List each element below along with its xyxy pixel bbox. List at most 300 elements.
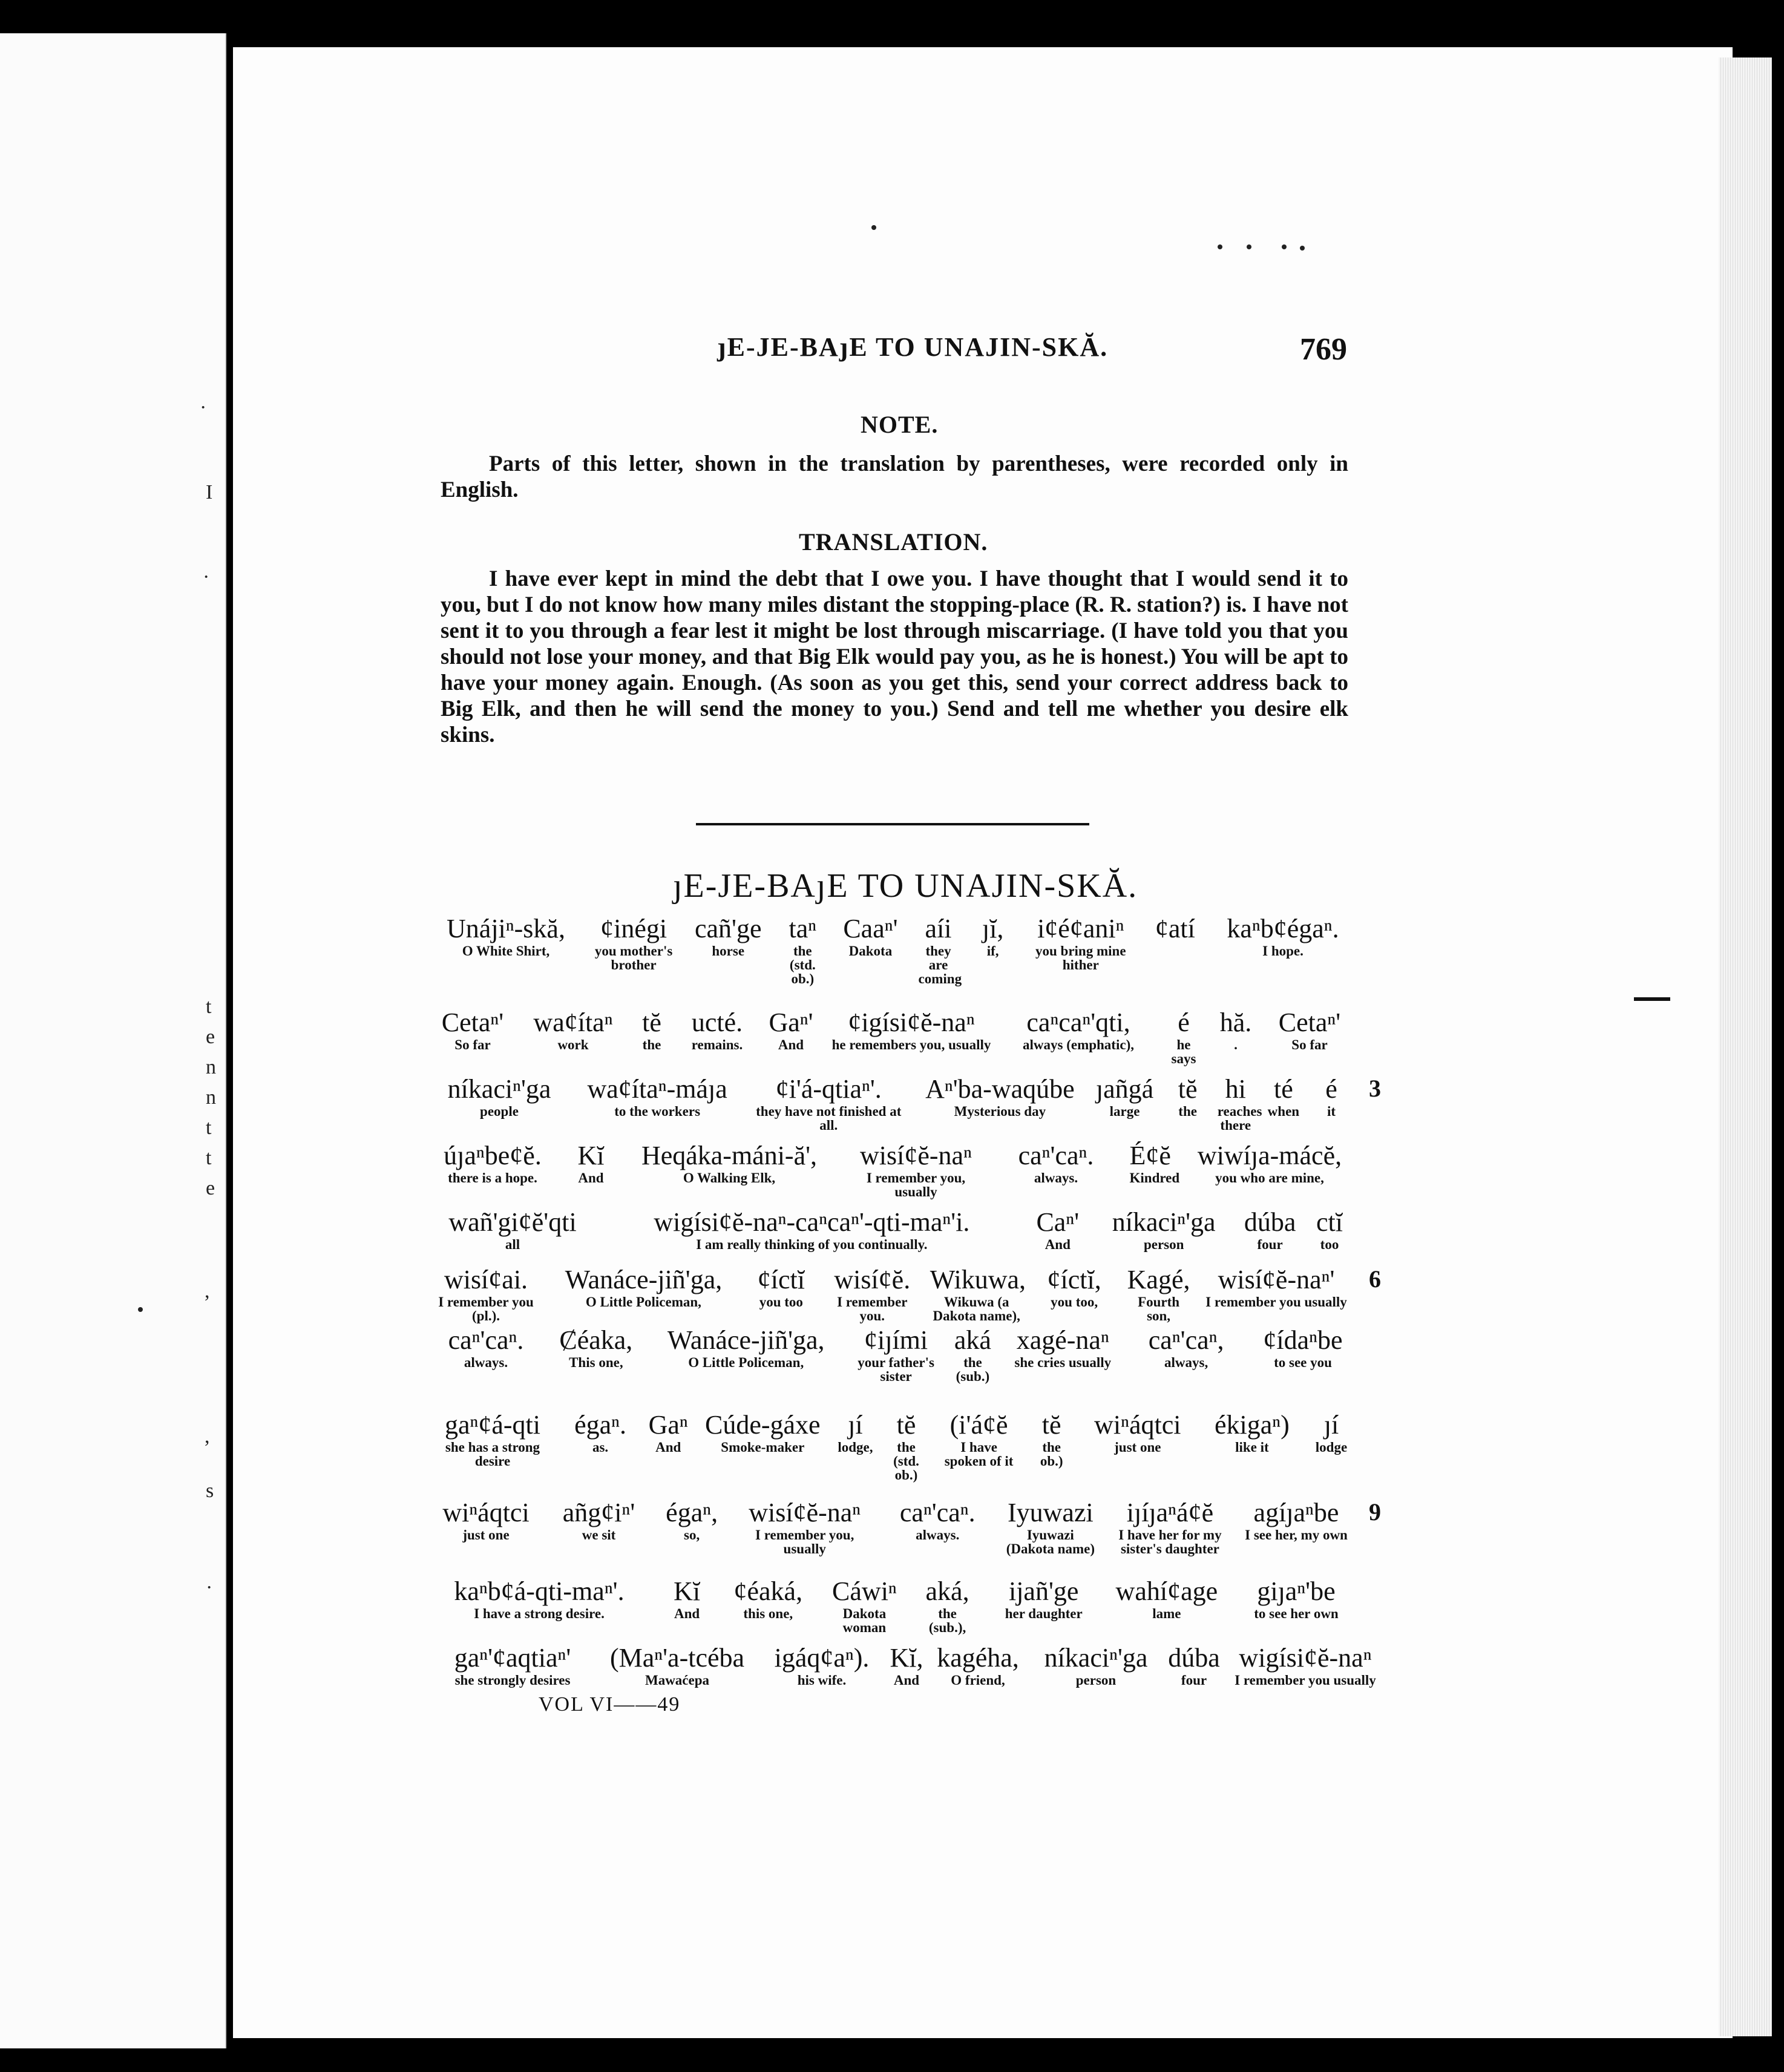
omaha-word: égaⁿ, <box>666 1498 718 1527</box>
gloss: all <box>505 1237 520 1252</box>
omaha-word: tĕ <box>1041 1410 1061 1440</box>
gloss: to see her own <box>1254 1606 1339 1621</box>
gloss: the (std. ob.) <box>789 943 816 986</box>
omaha-word: kagéha, <box>937 1643 1019 1673</box>
omaha-word: Caⁿ' <box>1036 1207 1080 1237</box>
omaha-word: igáqȼaⁿ). <box>774 1643 870 1673</box>
gloss: Mysterious day <box>954 1104 1046 1119</box>
omaha-word: Cáwiⁿ <box>832 1576 897 1606</box>
omaha-word: ȼídaⁿbe <box>1263 1325 1343 1355</box>
word-pair <box>669 1576 705 1621</box>
word-pair <box>1005 1008 1152 1052</box>
omaha-word: dúba <box>1244 1207 1296 1237</box>
word-pair <box>748 1265 815 1309</box>
omaha-word: Heqáka-máni-ă', <box>641 1141 818 1170</box>
omaha-word: wiⁿáqtci <box>1094 1410 1181 1440</box>
word-pair <box>1004 1498 1097 1556</box>
omaha-word: wisíȼĕ-naⁿ <box>749 1498 861 1527</box>
omaha-word: níkaciⁿ'ga <box>447 1074 551 1104</box>
word-pair <box>1243 1576 1349 1621</box>
omaha-word: cañ'ge <box>694 914 762 943</box>
omaha-word: añgȼiⁿ' <box>562 1498 635 1527</box>
omaha-word: Kĭ, <box>890 1643 923 1673</box>
word-pair <box>1084 1410 1191 1454</box>
omaha-word: ȼinégi <box>600 914 667 943</box>
gloss: they are coming <box>918 943 962 986</box>
interlinear-line <box>0 1498 1784 1570</box>
word-pair <box>1170 1074 1206 1118</box>
gloss: I remember you usually <box>1235 1673 1376 1688</box>
interlinear-line <box>0 914 1784 986</box>
gloss: Mawaćepa <box>644 1673 710 1688</box>
omaha-word: tĕ <box>642 1008 661 1037</box>
word-pair <box>856 1325 936 1383</box>
word-pair <box>594 914 674 972</box>
gloss: And <box>674 1606 700 1621</box>
gloss: O Little Policeman, <box>585 1294 701 1310</box>
omaha-word: Ȼéaka, <box>559 1325 633 1355</box>
word-pair <box>837 1410 873 1454</box>
gloss: reaches there <box>1217 1104 1262 1133</box>
interlinear-line <box>0 1576 1784 1649</box>
omaha-word: ȼi'á-qtiaⁿ'. <box>775 1074 882 1104</box>
gloss: like it <box>1235 1440 1269 1455</box>
word-pair <box>764 1008 818 1052</box>
omaha-word: ȼiȷími <box>864 1325 928 1355</box>
omaha-word: Caaⁿ' <box>843 914 898 943</box>
omaha-word: Cetaⁿ' <box>441 1008 504 1037</box>
interlinear-line <box>0 1008 1784 1080</box>
word-pair <box>550 1265 736 1309</box>
omaha-word: (Maⁿ'a-tcéba <box>609 1643 745 1673</box>
gloss: if, <box>986 943 999 959</box>
omaha-word: níkaciⁿ'ga <box>1044 1643 1148 1673</box>
word-pair <box>658 1498 725 1542</box>
omaha-word: Wanáce-jiñ'ga, <box>565 1265 723 1294</box>
word-pair <box>1310 1207 1349 1251</box>
gloss: Fourth son, <box>1138 1294 1180 1323</box>
gloss: work <box>557 1037 589 1052</box>
word-pair <box>573 1141 609 1185</box>
word-pair <box>1133 1325 1239 1369</box>
gloss: there is a hope. <box>448 1170 537 1185</box>
interlinear-line <box>0 1141 1784 1213</box>
word-pair <box>887 1643 926 1687</box>
gloss: And <box>655 1440 681 1455</box>
gloss: people <box>480 1104 519 1119</box>
word-pair <box>1203 1265 1349 1309</box>
gloss: it <box>1327 1104 1336 1119</box>
word-pair <box>567 1410 634 1454</box>
word-pair <box>1149 914 1202 944</box>
omaha-word: agíȷaⁿbe <box>1253 1498 1339 1527</box>
word-pair <box>1313 1410 1349 1454</box>
word-pair <box>433 1265 539 1323</box>
omaha-word: wiⁿáqtci <box>442 1498 530 1527</box>
omaha-word: wisíȼĕ. <box>834 1265 911 1294</box>
word-pair <box>433 914 579 958</box>
gloss: too <box>1320 1237 1339 1252</box>
omaha-word: Kĭ <box>577 1141 605 1170</box>
word-pair <box>749 1074 908 1132</box>
gloss: And <box>893 1673 920 1688</box>
gloss: her daughter <box>1005 1606 1083 1621</box>
gloss: large <box>1109 1104 1140 1119</box>
word-pair <box>1243 1498 1349 1542</box>
line-number: 3 <box>1369 1075 1381 1102</box>
signature-mark: VOL VI——49 <box>539 1693 681 1716</box>
word-pair <box>728 1576 808 1621</box>
interlinear-line <box>0 1410 1784 1483</box>
gloss: always. <box>464 1355 508 1370</box>
omaha-word: wahíȼage <box>1115 1576 1218 1606</box>
line-number: 9 <box>1369 1498 1381 1526</box>
gloss: the (sub.) <box>956 1355 990 1384</box>
gloss: So far <box>1291 1037 1328 1052</box>
omaha-word: iȷíȷaⁿáȼĕ <box>1126 1498 1214 1527</box>
gloss: his wife. <box>797 1673 847 1688</box>
gloss: the <box>642 1037 661 1052</box>
word-pair <box>1244 1207 1297 1251</box>
gloss: just one <box>462 1527 510 1543</box>
gloss: And <box>1044 1237 1071 1252</box>
omaha-word: ctĭ <box>1316 1207 1343 1237</box>
word-pair <box>556 1325 636 1369</box>
word-pair <box>920 1074 1080 1118</box>
word-pair <box>1167 1643 1221 1687</box>
omaha-word: Iyuwazi <box>1007 1498 1094 1527</box>
word-pair <box>1110 1498 1230 1556</box>
letter-title: ȷE-JE-BAȷE TO UNAJIN-SKĂ. <box>673 867 1138 905</box>
omaha-word: gaⁿ'ȼaqtiaⁿ' <box>454 1643 571 1673</box>
word-pair <box>921 1576 974 1634</box>
word-pair <box>553 1498 646 1542</box>
gloss: So far <box>454 1037 491 1052</box>
word-pair <box>1097 1207 1230 1251</box>
omaha-word: Unájiⁿ-skă, <box>447 914 565 943</box>
gloss: four <box>1257 1237 1283 1252</box>
omaha-word: níkaciⁿ'ga <box>1112 1207 1216 1237</box>
word-pair <box>684 1008 750 1052</box>
gloss: horse <box>712 943 745 959</box>
gloss: O White Shirt, <box>462 943 550 959</box>
gloss: always. <box>1034 1170 1078 1185</box>
gloss: Smoke-maker <box>721 1440 805 1455</box>
word-pair <box>1034 1410 1070 1468</box>
gloss: I remember you, usually <box>866 1170 966 1199</box>
omaha-word: caⁿ'caⁿ, <box>1148 1325 1224 1355</box>
gloss: the ob.) <box>1040 1440 1063 1469</box>
omaha-word: hă. <box>1219 1008 1252 1037</box>
word-pair <box>433 1207 592 1251</box>
gloss: the (sub.), <box>928 1606 966 1635</box>
omaha-word: aká <box>954 1325 991 1355</box>
omaha-word: ucté. <box>691 1008 743 1037</box>
omaha-word: aíi <box>925 914 952 943</box>
gloss: Wikuwa (a Dakota name), <box>933 1294 1020 1323</box>
gloss: you who are mine, <box>1215 1170 1324 1185</box>
gloss: person <box>1075 1673 1117 1688</box>
word-pair <box>433 1410 553 1468</box>
word-pair <box>433 1643 592 1687</box>
gloss: I remember you. <box>837 1294 908 1323</box>
word-pair <box>653 1325 839 1369</box>
word-pair <box>433 1008 513 1052</box>
word-pair <box>953 1325 992 1383</box>
gloss: always, <box>1164 1355 1208 1370</box>
gloss: And <box>578 1170 604 1185</box>
word-pair <box>1256 1325 1349 1369</box>
facing-page-edge: · I · t e n n t t e , , s · <box>0 33 226 2048</box>
gloss: to see you <box>1274 1355 1332 1370</box>
gloss: just one <box>1114 1440 1161 1455</box>
gloss: lodge, <box>838 1440 873 1455</box>
omaha-word: ȷĭ, <box>982 914 1004 943</box>
gloss: so, <box>684 1527 700 1543</box>
word-pair <box>1225 1643 1385 1687</box>
omaha-word: ȷí <box>848 1410 863 1440</box>
word-pair <box>831 1008 991 1052</box>
omaha-word: wigísiȼĕ-naⁿ <box>1239 1643 1372 1673</box>
omaha-word: caⁿcaⁿ'qti, <box>1026 1008 1130 1037</box>
word-pair <box>597 1643 757 1687</box>
omaha-word: caⁿ'caⁿ. <box>448 1325 524 1355</box>
omaha-word: kaⁿbȼá-qti-maⁿ'. <box>454 1576 625 1606</box>
gloss: Kindred <box>1129 1170 1180 1185</box>
omaha-word: kaⁿbȼégaⁿ. <box>1227 914 1339 943</box>
omaha-word: tĕ <box>896 1410 916 1440</box>
omaha-word: taⁿ <box>789 914 817 943</box>
word-pair <box>433 1325 539 1369</box>
omaha-word: égaⁿ. <box>574 1410 627 1440</box>
word-pair <box>526 1008 620 1052</box>
word-pair <box>762 1643 882 1687</box>
gloss: she has a strong desire <box>445 1440 540 1469</box>
word-pair <box>433 1141 553 1185</box>
word-pair <box>577 1074 737 1118</box>
gloss: I remember you usually <box>1205 1294 1347 1310</box>
omaha-word: waȼítaⁿ-máȷa <box>587 1074 727 1104</box>
gloss: the <box>1178 1104 1197 1119</box>
gloss: this one, <box>743 1606 793 1621</box>
omaha-word: ékigaⁿ) <box>1214 1410 1290 1440</box>
gloss: he remembers you, usually <box>831 1037 991 1052</box>
running-title: ȷE-JE-BAȷE TO UNAJIN-SKĂ. <box>717 332 1109 362</box>
omaha-word: dúba <box>1168 1643 1220 1673</box>
omaha-word: wigísiȼĕ-naⁿ-caⁿcaⁿ'-qti-maⁿ'i. <box>654 1207 970 1237</box>
interlinear-line <box>0 1643 1784 1716</box>
word-pair <box>997 1576 1090 1621</box>
gloss: I have spoken of it <box>944 1440 1014 1469</box>
gloss: This one, <box>569 1355 623 1370</box>
gloss: I remember you (pl.). <box>438 1294 534 1323</box>
omaha-word: ȼíctĭ <box>757 1265 805 1294</box>
omaha-word: Wanáce-jiñ'ga, <box>667 1325 825 1355</box>
gloss: I have a strong desire. <box>474 1606 605 1621</box>
translation-text: I have ever kept in mind the debt that I owe you. I have thought that I would send it to you, but I do not know how many miles distant the stopping-place (R. R. station?) is. I have not sent it to you through a fear lest it might be lost through miscarriage. (I have told you that you should not lose your money, and that Big Elk would pay you, as he is honest.) You will be apt to have your money again. Enough. (As soon as you get this, send your correct address back to Big Elk, and then he will send the money to you.) Send and tell me whether you desire elk skins. <box>441 566 1348 747</box>
gloss: she cries usually <box>1014 1355 1112 1370</box>
omaha-word: Gaⁿ' <box>769 1008 813 1037</box>
omaha-word: ȼíctĭ, <box>1047 1265 1101 1294</box>
word-pair <box>688 914 768 958</box>
omaha-word: wisíȼĕ-naⁿ' <box>1218 1265 1335 1294</box>
omaha-word: wisíȼai. <box>444 1265 528 1294</box>
omaha-word: Éȼĕ <box>1129 1141 1171 1170</box>
gloss: she strongly desires <box>454 1673 571 1688</box>
word-pair <box>1217 1074 1262 1133</box>
gloss: we sit <box>582 1527 616 1543</box>
gloss: you too <box>759 1294 803 1310</box>
word-pair <box>1028 914 1134 972</box>
gloss: And <box>778 1037 804 1052</box>
word-pair <box>1216 1008 1256 1052</box>
word-pair <box>1034 1265 1114 1309</box>
word-pair <box>1270 1008 1349 1052</box>
gloss: I hope. <box>1262 943 1304 959</box>
omaha-word: wisíȼĕ-naⁿ <box>860 1141 972 1170</box>
word-pair <box>1265 1074 1302 1118</box>
gloss: he says <box>1171 1037 1196 1066</box>
omaha-word: é <box>1178 1008 1190 1037</box>
omaha-word: Kĭ <box>674 1576 701 1606</box>
omaha-word: ȼéaká, <box>733 1576 803 1606</box>
omaha-word: Cúde-gáxe <box>705 1410 821 1440</box>
gloss: O Walking Elk, <box>683 1170 776 1185</box>
section-divider <box>696 823 1089 825</box>
gloss: you mother's brother <box>594 943 673 972</box>
omaha-word: hi <box>1225 1074 1246 1104</box>
gloss: I remember you, usually <box>755 1527 854 1556</box>
gloss: lodge <box>1315 1440 1348 1455</box>
word-pair <box>884 1498 991 1542</box>
word-pair <box>648 1410 688 1454</box>
omaha-word: té <box>1273 1074 1293 1104</box>
word-pair <box>605 1207 1018 1251</box>
word-pair <box>931 1643 1025 1687</box>
word-pair <box>629 1141 829 1185</box>
word-pair <box>433 1074 566 1118</box>
word-pair <box>1003 1141 1109 1185</box>
gloss: Dakota <box>848 943 893 959</box>
word-pair <box>1166 1008 1202 1066</box>
gloss: O Little Policeman, <box>688 1355 804 1370</box>
gloss: always. <box>916 1527 960 1543</box>
word-pair <box>1009 1325 1116 1369</box>
gloss: lame <box>1152 1606 1181 1621</box>
word-pair <box>1313 1074 1349 1118</box>
omaha-word: wañ'giȼĕ'qti <box>448 1207 577 1237</box>
omaha-word: úȷaⁿbeȼĕ. <box>444 1141 542 1170</box>
word-pair <box>1126 1265 1192 1323</box>
omaha-word: Kagé, <box>1127 1265 1190 1294</box>
word-pair <box>1092 1074 1158 1118</box>
omaha-word: tĕ <box>1178 1074 1198 1104</box>
gloss: as. <box>592 1440 609 1455</box>
word-pair <box>1113 1576 1220 1621</box>
interlinear-line <box>0 1074 1784 1147</box>
translation-heading: TRANSLATION. <box>799 528 988 556</box>
omaha-word: é <box>1325 1074 1337 1104</box>
word-pair <box>918 914 962 986</box>
word-pair <box>1031 1207 1084 1251</box>
omaha-word: Gaⁿ <box>648 1410 688 1440</box>
margin-mark <box>1634 997 1670 1001</box>
word-pair <box>939 1410 1019 1468</box>
omaha-word: Cetaⁿ' <box>1278 1008 1341 1037</box>
gloss: I have her for my sister's daughter <box>1118 1527 1222 1556</box>
gloss: you bring mine hither <box>1035 943 1126 972</box>
word-pair <box>973 914 1013 958</box>
omaha-word: waȼítaⁿ <box>533 1008 613 1037</box>
word-pair <box>837 914 903 958</box>
omaha-word: ȷañgá <box>1095 1074 1154 1104</box>
omaha-word: xagé-naⁿ <box>1016 1325 1109 1355</box>
omaha-word: gaⁿȼá-qti <box>444 1410 541 1440</box>
word-pair <box>825 1265 919 1323</box>
gloss: O friend, <box>951 1673 1005 1688</box>
gloss: Dakota woman <box>842 1606 887 1635</box>
word-pair <box>1216 914 1349 958</box>
omaha-word: caⁿ'caⁿ. <box>1018 1141 1094 1170</box>
page-number: 769 <box>1300 332 1347 367</box>
gloss: person <box>1143 1237 1184 1252</box>
word-pair <box>888 1410 925 1482</box>
word-pair <box>831 1576 897 1634</box>
word-pair <box>634 1008 670 1052</box>
word-pair <box>850 1141 983 1199</box>
word-pair <box>930 1265 1026 1323</box>
word-pair <box>703 1410 822 1454</box>
line-number: 6 <box>1369 1265 1381 1293</box>
omaha-word: giȷaⁿ'be <box>1257 1576 1336 1606</box>
gloss: Iyuwazi (Dakota name) <box>1006 1527 1095 1556</box>
omaha-word: Aⁿ'ba-waqúbe <box>925 1074 1075 1104</box>
gloss: I see her, my own <box>1245 1527 1348 1543</box>
interlinear-line <box>0 1325 1784 1398</box>
note-text: Parts of this letter, shown in the translation by parentheses, were recorded only in English. <box>441 451 1348 502</box>
word-pair <box>1190 1141 1349 1185</box>
gloss: to the workers <box>614 1104 701 1119</box>
gloss: remains. <box>691 1037 743 1052</box>
word-pair <box>433 1498 539 1542</box>
omaha-word: ȷí <box>1323 1410 1339 1440</box>
gloss: I am really thinking of you continually. <box>696 1237 928 1252</box>
omaha-word: ijañ'ge <box>1008 1576 1079 1606</box>
word-pair <box>1129 1141 1180 1185</box>
word-pair <box>1205 1410 1299 1454</box>
note-heading: NOTE. <box>861 411 939 438</box>
omaha-word: wiwíȷa-mácĕ, <box>1197 1141 1342 1170</box>
omaha-word: Wikuwa, <box>930 1265 1026 1294</box>
omaha-word: (i'áȼĕ <box>949 1410 1008 1440</box>
gloss: always (emphatic), <box>1023 1037 1134 1052</box>
gloss: the (std. ob.) <box>893 1440 919 1483</box>
omaha-word: aká, <box>925 1576 969 1606</box>
word-pair <box>738 1498 871 1556</box>
omaha-word: ȼigísiȼĕ-naⁿ <box>848 1008 975 1037</box>
word-pair <box>1029 1643 1163 1687</box>
gloss: they have not finished at all. <box>756 1104 902 1133</box>
word-pair <box>782 914 822 986</box>
gloss: . <box>1234 1037 1238 1052</box>
word-pair <box>433 1576 646 1621</box>
omaha-word: ȼatí <box>1155 914 1195 943</box>
gloss: when <box>1267 1104 1300 1119</box>
gloss: your father's sister <box>858 1355 934 1384</box>
gloss: you too, <box>1051 1294 1098 1310</box>
gloss: four <box>1181 1673 1207 1688</box>
omaha-word: iȼéȼaniⁿ <box>1037 914 1124 943</box>
